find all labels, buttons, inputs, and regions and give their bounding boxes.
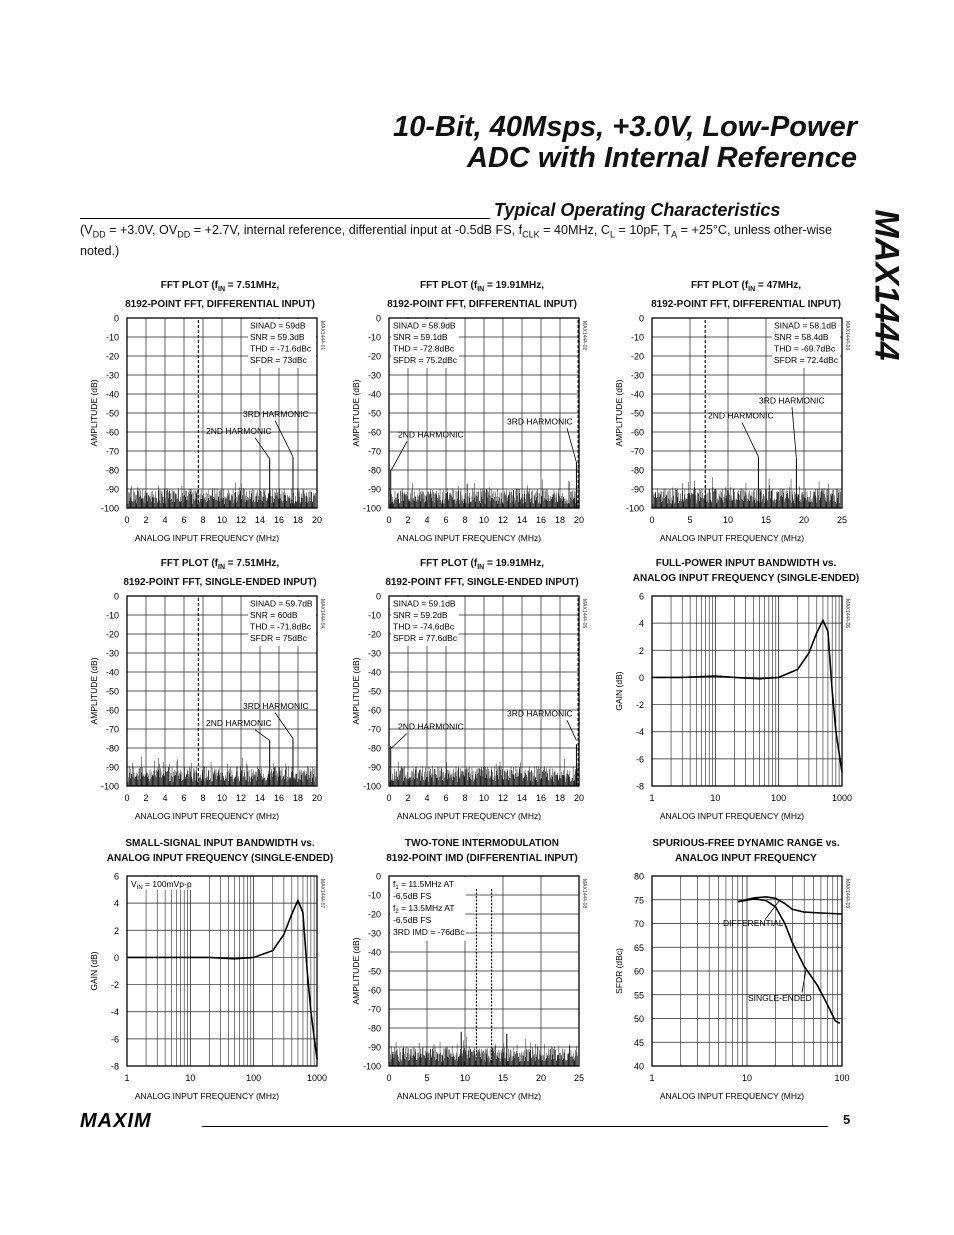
- x-tick-label: 25: [836, 515, 848, 525]
- y-tick-label: 0: [113, 313, 119, 324]
- data-series-line: [652, 620, 842, 772]
- annotation-leader: [391, 442, 407, 471]
- y-tick-label: -2: [635, 700, 644, 711]
- y-axis-label: AMPLITUDE (dB): [614, 379, 624, 447]
- x-tick-label: 12: [235, 793, 247, 803]
- y-tick-label: 55: [633, 990, 644, 1001]
- y-tick-label: -60: [367, 427, 381, 438]
- y-axis-label: SFDR (dBc): [614, 948, 624, 994]
- fft-plot-751mhz-single-ended: [85, 590, 345, 822]
- x-tick-label: 2: [143, 515, 149, 525]
- chart-title-line2: 8192-POINT IMD (DIFFERENTIAL INPUT): [386, 853, 578, 864]
- stats-text: SINAD = 59dB: [250, 320, 306, 331]
- x-tick-label: 10: [722, 515, 734, 525]
- stats-text: THD = -74.6dBc: [393, 621, 455, 632]
- y-tick-label: -20: [367, 909, 381, 920]
- y-tick-label: -80: [105, 465, 119, 476]
- x-axis-label: ANALOG INPUT FREQUENCY (MHz): [134, 811, 280, 821]
- stats-text: SFDR = 72.4dBc: [774, 355, 839, 365]
- y-tick-label: 0: [638, 672, 644, 683]
- small-signal-bandwidth-chart: [85, 870, 345, 1102]
- x-tick-label: 4: [162, 793, 168, 803]
- stats-text: SNR = 59.1dB: [393, 332, 448, 342]
- chart-title-2: [352, 278, 612, 312]
- y-tick-label: -10: [367, 890, 381, 901]
- y-tick-label: 0: [113, 591, 119, 602]
- y-tick-label: 4: [113, 898, 119, 909]
- x-tick-label: 1: [124, 1073, 130, 1083]
- x-tick-label: 20: [573, 793, 585, 803]
- cond-text: = +2.7V, internal reference, differential input at -0.5dB FS, f: [190, 223, 523, 237]
- plot-frame: [652, 596, 842, 786]
- y-tick-label: -40: [367, 389, 381, 400]
- figure-code: MAX1444-07: [319, 879, 325, 909]
- two-tone-imd-chart: [347, 870, 607, 1102]
- x-tick-label: 8: [462, 793, 468, 803]
- annotation-label: 2ND HARMONIC: [398, 429, 464, 440]
- x-tick-label: 20: [311, 515, 323, 525]
- x-tick-label: 20: [535, 1073, 547, 1083]
- x-axis-label: ANALOG INPUT FREQUENCY (MHz): [659, 1091, 805, 1101]
- x-tick-label: 12: [497, 515, 509, 525]
- y-tick-label: -10: [367, 332, 381, 343]
- y-tick-label: -70: [105, 446, 119, 457]
- annotation-label: 3RD HARMONIC: [507, 416, 573, 427]
- y-tick-label: -30: [105, 648, 119, 659]
- chart-title-9: [616, 836, 876, 866]
- figure-code: MAX1444-02: [581, 321, 587, 351]
- y-tick-label: -6: [110, 1034, 119, 1045]
- x-axis-label: ANALOG INPUT FREQUENCY (MHz): [396, 811, 542, 821]
- y-tick-label: -100: [362, 781, 381, 792]
- y-tick-label: -100: [362, 1061, 381, 1072]
- chart-title-line2: ANALOG INPUT FREQUENCY (SINGLE-ENDED): [632, 573, 860, 584]
- y-tick-label: -90: [367, 1042, 381, 1053]
- x-tick-label: 10: [216, 793, 228, 803]
- x-tick-label: 15: [497, 1073, 509, 1083]
- stats-text: SINAD = 59.7dB: [250, 598, 313, 609]
- cond-text: = 10pF, T: [614, 223, 672, 237]
- chart-title-line1: FFT PLOT ($f_{IN} = 7.51MHz$,: [160, 558, 280, 571]
- x-tick-label: 6: [443, 515, 449, 525]
- y-tick-label: -10: [630, 332, 644, 343]
- y-tick-label: 0: [638, 313, 644, 324]
- stats-text: SNR = 58.4dB: [774, 332, 829, 342]
- figure-code: MAX1444-04: [319, 599, 325, 629]
- x-tick-label: 1000: [831, 793, 853, 803]
- y-tick-label: -30: [105, 370, 119, 381]
- y-tick-label: 70: [633, 919, 644, 929]
- annotation-leader: [391, 734, 407, 749]
- x-tick-label: 2: [405, 515, 411, 525]
- y-tick-label: -90: [105, 484, 119, 495]
- chart-title-line2: ANALOG INPUT FREQUENCY (SINGLE-ENDED): [106, 853, 334, 864]
- x-tick-label: 0: [386, 515, 392, 525]
- x-tick-label: 10: [741, 1073, 753, 1083]
- y-tick-label: 6: [638, 591, 644, 602]
- y-tick-label: 0: [375, 591, 381, 602]
- section-title: Typical Operating Characteristics: [494, 200, 781, 220]
- y-tick-label: -50: [105, 686, 119, 697]
- sidebar-part-label: MAX1444: [867, 209, 906, 361]
- y-tick-label: -40: [105, 389, 119, 400]
- y-axis-label: AMPLITUDE (dB): [351, 379, 361, 447]
- annotation-leader: [275, 713, 293, 739]
- stats-text: SNR = 60dB: [250, 610, 298, 620]
- y-tick-label: -100: [100, 503, 119, 514]
- y-axis-label: AMPLITUDE (dB): [89, 379, 99, 447]
- noise-floor: [390, 1037, 578, 1066]
- stats-text: SFDR = 77.6dBc: [393, 633, 458, 643]
- chart-title-line2: 8192-POINT FFT, DIFFERENTIAL INPUT): [125, 299, 315, 310]
- chart-title-line1: FFT PLOT ($f_{IN} = 7.51MHz$,: [160, 280, 280, 293]
- x-tick-label: 16: [273, 793, 285, 803]
- y-tick-label: -40: [630, 389, 644, 400]
- x-tick-label: 10: [459, 1073, 471, 1083]
- y-tick-label: -60: [105, 427, 119, 438]
- figure-code: MAX1444-05: [581, 599, 587, 629]
- stats-text: THD = -71.8dBc: [250, 621, 312, 632]
- y-tick-label: -60: [105, 705, 119, 716]
- x-axis-label: ANALOG INPUT FREQUENCY (MHz): [396, 1091, 542, 1101]
- stats-text: -6.5dB FS: [393, 891, 432, 901]
- stats-text: $f_1 = 11.5MHz$ AT: [393, 879, 454, 891]
- x-tick-label: 1: [649, 793, 655, 803]
- x-axis-label: ANALOG INPUT FREQUENCY (MHz): [134, 533, 280, 543]
- y-tick-label: -70: [367, 446, 381, 457]
- y-tick-label: -100: [625, 503, 644, 514]
- x-tick-label: 16: [535, 793, 547, 803]
- annotation-leader: [567, 720, 576, 740]
- stats-text: THD = -71.6dBc: [250, 343, 312, 354]
- x-tick-label: 18: [292, 515, 304, 525]
- y-tick-label: -80: [367, 743, 381, 754]
- x-tick-label: 2: [143, 793, 149, 803]
- y-tick-label: -50: [630, 408, 644, 419]
- y-tick-label: -4: [110, 1007, 119, 1018]
- noise-floor: [653, 477, 841, 508]
- x-tick-label: 25: [573, 1073, 585, 1083]
- x-tick-label: 10: [478, 793, 490, 803]
- cond-text: (V: [80, 223, 93, 237]
- x-tick-label: 14: [516, 515, 528, 525]
- x-tick-label: 16: [535, 515, 547, 525]
- x-tick-label: 18: [292, 793, 304, 803]
- x-tick-label: 4: [424, 515, 430, 525]
- annotation-leader: [255, 730, 270, 741]
- y-tick-label: 65: [633, 942, 644, 953]
- full-power-bandwidth-chart: [610, 590, 870, 822]
- stats-text: SNR = 59.2dB: [393, 610, 448, 620]
- stats-text: 3RD IMD = -76dBc: [393, 927, 465, 937]
- y-tick-label: 0: [113, 952, 119, 963]
- annotation-label: 2ND HARMONIC: [398, 721, 464, 732]
- x-tick-label: 14: [516, 793, 528, 803]
- x-tick-label: 10: [185, 1073, 196, 1083]
- stats-text: SINAD = 58.9dB: [393, 320, 456, 331]
- x-axis-label: ANALOG INPUT FREQUENCY (MHz): [134, 1091, 280, 1101]
- stats-text: SINAD = 59.1dB: [393, 598, 456, 609]
- chart-title-line2: 8192-POINT FFT, DIFFERENTIAL INPUT): [651, 299, 841, 310]
- y-axis-label: GAIN (dB): [614, 671, 624, 711]
- y-tick-label: 60: [633, 966, 644, 977]
- y-tick-label: -20: [105, 351, 119, 362]
- y-tick-label: -20: [105, 629, 119, 640]
- stats-text: THD = -72.8dBc: [393, 343, 455, 354]
- chart-title-line1: FFT PLOT ($f_{IN} = 19.91MHz$,: [420, 558, 544, 571]
- x-tick-label: 6: [181, 793, 187, 803]
- x-tick-label: 10: [216, 515, 228, 525]
- y-tick-label: -8: [110, 1061, 119, 1072]
- chart-title-line1: FFT PLOT ($f_{IN} = 47MHz$,: [690, 280, 802, 293]
- figure-code: MAX1444-09: [844, 879, 850, 909]
- annotation-label: 3RD HARMONIC: [507, 708, 573, 719]
- series-label: DIFFERENTIAL: [723, 917, 784, 928]
- y-tick-label: -50: [367, 686, 381, 697]
- annotation-label: 3RD HARMONIC: [759, 395, 825, 406]
- chart-title-line1: TWO-TONE INTERMODULATION: [404, 838, 560, 849]
- annotation-leader: [742, 423, 758, 457]
- y-tick-label: -80: [105, 743, 119, 754]
- y-axis-label: AMPLITUDE (dB): [351, 657, 361, 725]
- maxim-logo: [80, 1110, 190, 1130]
- y-tick-label: 80: [633, 871, 644, 882]
- cond-sub: DD: [92, 229, 106, 240]
- chart-title-6: [616, 556, 876, 586]
- footer-rule: [202, 1126, 828, 1127]
- y-tick-label: -30: [367, 648, 381, 659]
- stats-text: SFDR = 73dBc: [250, 355, 307, 365]
- chart-title-line2: 8192-POINT FFT, DIFFERENTIAL INPUT): [387, 299, 577, 310]
- series-label: SINGLE-ENDED: [748, 992, 812, 1003]
- y-tick-label: 40: [633, 1061, 644, 1072]
- figure-code: MAX1444-08: [581, 879, 587, 909]
- cond-text: = 40MHz, C: [539, 223, 610, 237]
- y-tick-label: -20: [367, 351, 381, 362]
- chart-title-line2: 8192-POINT FFT, SINGLE-ENDED INPUT): [385, 577, 579, 588]
- y-tick-label: -80: [630, 465, 644, 476]
- x-tick-label: 6: [181, 515, 187, 525]
- chart-title-line2: 8192-POINT FFT, SINGLE-ENDED INPUT): [123, 577, 317, 588]
- x-tick-label: 0: [386, 1073, 392, 1083]
- y-tick-label: -30: [630, 370, 644, 381]
- y-tick-label: -70: [105, 724, 119, 735]
- chart-title-line2: ANALOG INPUT FREQUENCY: [675, 853, 817, 864]
- y-axis-label: AMPLITUDE (dB): [351, 937, 361, 1005]
- chart-title-5: [352, 556, 612, 590]
- chart-title-8: [352, 836, 612, 866]
- y-tick-label: -50: [367, 966, 381, 977]
- x-tick-label: 6: [443, 793, 449, 803]
- annotation-label: 3RD HARMONIC: [243, 700, 309, 711]
- x-tick-label: 14: [254, 515, 266, 525]
- x-tick-label: 5: [424, 1073, 430, 1083]
- x-tick-label: 10: [710, 793, 721, 803]
- fft-plot-1991mhz-single-ended: [347, 590, 607, 822]
- stats-text: SINAD = 58.1dB: [774, 320, 837, 331]
- y-tick-label: 4: [638, 618, 644, 629]
- y-tick-label: 2: [113, 925, 119, 936]
- annotation-leader: [567, 428, 576, 462]
- y-tick-label: 6: [113, 871, 119, 882]
- page-title: [393, 112, 857, 174]
- x-tick-label: 100: [771, 793, 787, 803]
- annotation-label: 2ND HARMONIC: [206, 717, 272, 728]
- title-line-1: 10-Bit, 40Msps, +3.0V, Low-Power: [393, 111, 857, 143]
- data-series-line: [127, 900, 317, 1059]
- chart-title-7: [90, 836, 350, 866]
- x-axis-label: ANALOG INPUT FREQUENCY (MHz): [659, 811, 805, 821]
- x-axis-label: ANALOG INPUT FREQUENCY (MHz): [659, 533, 805, 543]
- chart-title-3: [616, 278, 876, 312]
- y-tick-label: -50: [367, 408, 381, 419]
- svg-text:MAXIM: MAXIM: [80, 1110, 152, 1130]
- chart-title-line1: SPURIOUS-FREE DYNAMIC RANGE vs.: [652, 838, 840, 849]
- y-tick-label: -10: [105, 610, 119, 621]
- y-tick-label: 2: [638, 645, 644, 656]
- page-number: 5: [843, 1112, 851, 1127]
- y-tick-label: -80: [367, 1023, 381, 1034]
- x-tick-label: 20: [798, 515, 810, 525]
- x-tick-label: 12: [235, 515, 247, 525]
- x-tick-label: 0: [386, 793, 392, 803]
- y-tick-label: -100: [362, 503, 381, 514]
- y-tick-label: -90: [367, 484, 381, 495]
- x-tick-label: 12: [497, 793, 509, 803]
- annotation-label: 2ND HARMONIC: [206, 425, 272, 436]
- figure-code: MAX1444-03: [844, 321, 850, 351]
- title-line-2: ADC with Internal Reference: [467, 142, 857, 174]
- y-tick-label: -50: [105, 408, 119, 419]
- conditions-note: [80, 222, 855, 259]
- annotation-label: 3RD HARMONIC: [243, 408, 309, 419]
- y-tick-label: 0: [375, 871, 381, 882]
- x-axis-label: ANALOG INPUT FREQUENCY (MHz): [396, 533, 542, 543]
- chart-title-line1: FULL-POWER INPUT BANDWIDTH vs.: [655, 558, 837, 569]
- x-tick-label: 4: [424, 793, 430, 803]
- x-tick-label: 5: [687, 515, 693, 525]
- y-tick-label: -60: [367, 985, 381, 996]
- cond-text: = +3.0V, OV: [105, 223, 178, 237]
- stats-text: SNR = 59.3dB: [250, 332, 305, 342]
- y-tick-label: -20: [367, 629, 381, 640]
- x-tick-label: 20: [311, 793, 323, 803]
- y-axis-label: AMPLITUDE (dB): [89, 657, 99, 725]
- y-tick-label: -20: [630, 351, 644, 362]
- annotation-leader: [255, 438, 270, 459]
- stats-text: -6.5dB FS: [393, 915, 432, 925]
- chart-title-4: [90, 556, 350, 590]
- x-tick-label: 0: [124, 515, 130, 525]
- chart-title-1: [90, 278, 350, 312]
- y-axis-label: GAIN (dB): [89, 951, 99, 991]
- section-rule: [80, 218, 490, 219]
- y-tick-label: -40: [367, 667, 381, 678]
- y-tick-label: -70: [367, 724, 381, 735]
- sfdr-vs-frequency-chart: [610, 870, 870, 1102]
- fft-plot-47mhz-differential: [610, 312, 870, 544]
- chart-title-line1: SMALL-SIGNAL INPUT BANDWIDTH vs.: [125, 838, 315, 849]
- plot-frame: [127, 876, 317, 1066]
- x-tick-label: 18: [554, 515, 566, 525]
- chart-title-line1: FFT PLOT ($f_{IN} = 19.91MHz$,: [420, 280, 544, 293]
- y-tick-label: -10: [367, 610, 381, 621]
- y-tick-label: 75: [633, 895, 644, 906]
- stats-text: SFDR = 75dBc: [250, 633, 307, 643]
- fft-plot-1991mhz-differential: [347, 312, 607, 544]
- x-tick-label: 1000: [306, 1073, 328, 1083]
- x-tick-label: 15: [760, 515, 772, 525]
- y-tick-label: -80: [367, 465, 381, 476]
- x-tick-label: 0: [124, 793, 130, 803]
- y-tick-label: 45: [633, 1037, 644, 1048]
- x-tick-label: 0: [649, 515, 655, 525]
- annotation-label: 2ND HARMONIC: [708, 410, 774, 421]
- y-tick-label: -90: [105, 762, 119, 773]
- x-tick-label: 18: [554, 793, 566, 803]
- y-tick-label: -90: [367, 762, 381, 773]
- y-tick-label: -30: [367, 928, 381, 939]
- y-tick-label: -2: [110, 980, 119, 991]
- x-tick-label: 20: [573, 515, 585, 525]
- x-tick-label: 100: [834, 1073, 850, 1083]
- x-tick-label: 8: [200, 515, 206, 525]
- x-tick-label: 10: [478, 515, 490, 525]
- y-tick-label: -70: [630, 446, 644, 457]
- y-tick-label: -60: [630, 427, 644, 438]
- cond-sub: DD: [177, 229, 191, 240]
- y-tick-label: -40: [367, 947, 381, 958]
- y-tick-label: -30: [367, 370, 381, 381]
- cond-text: = +25°C, unless other-wise noted.): [80, 223, 832, 258]
- y-tick-label: 50: [633, 1014, 644, 1024]
- x-tick-label: 8: [462, 515, 468, 525]
- x-tick-label: 16: [273, 515, 285, 525]
- cond-sub: L: [609, 229, 615, 240]
- cond-sub: A: [671, 229, 678, 240]
- x-tick-label: 4: [162, 515, 168, 525]
- vin-label: $V_{IN} = 100mVp-p$: [131, 879, 192, 891]
- x-tick-label: 100: [246, 1073, 262, 1083]
- x-tick-label: 2: [405, 793, 411, 803]
- x-tick-label: 1: [649, 1073, 655, 1083]
- y-tick-label: -100: [100, 781, 119, 792]
- stats-text: THD = -69.7dBc: [774, 343, 836, 354]
- x-tick-label: 14: [254, 793, 266, 803]
- y-tick-label: -10: [105, 332, 119, 343]
- figure-code: MAX1444-06: [844, 599, 850, 629]
- y-tick-label: -70: [367, 1004, 381, 1015]
- y-tick-label: -60: [367, 705, 381, 716]
- y-tick-label: -6: [635, 754, 644, 765]
- figure-code: MAX1444-01: [319, 321, 325, 351]
- y-tick-label: -90: [630, 484, 644, 495]
- stats-text: SFDR = 75.2dBc: [393, 355, 458, 365]
- cond-sub: CLK: [522, 229, 540, 240]
- x-tick-label: 8: [200, 793, 206, 803]
- y-tick-label: -40: [105, 667, 119, 678]
- y-tick-label: -4: [635, 727, 644, 738]
- stats-text: $f_2 = 13.5MHz$ AT: [393, 903, 455, 915]
- y-tick-label: 0: [375, 313, 381, 324]
- y-tick-label: -8: [635, 781, 644, 792]
- fft-plot-751mhz-differential: [85, 312, 345, 544]
